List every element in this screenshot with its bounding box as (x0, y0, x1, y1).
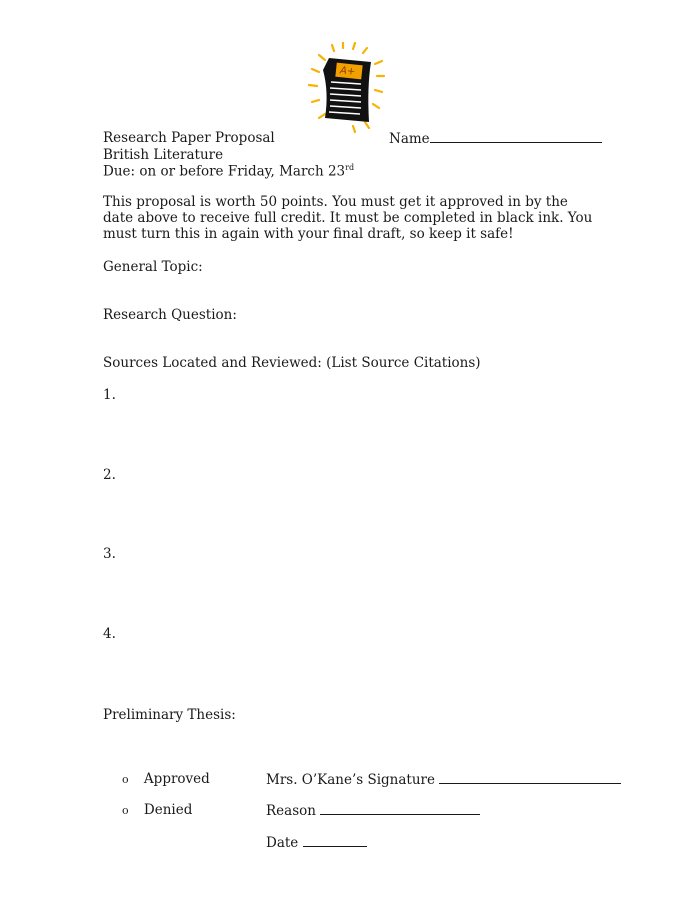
approved-bullet-icon: o (122, 773, 129, 786)
source-item-2: 2. (103, 467, 116, 483)
graded-paper-icon (303, 42, 391, 134)
source-item-4: 4. (103, 626, 116, 642)
date-field[interactable] (266, 834, 367, 851)
reason-field[interactable] (266, 802, 480, 819)
approved-option[interactable] (122, 771, 210, 787)
name-line[interactable] (430, 130, 602, 143)
denied-option[interactable] (122, 802, 192, 818)
graded-paper-art (303, 42, 391, 134)
source-item-3: 3. (103, 546, 116, 562)
preliminary-thesis-label: Preliminary Thesis: (103, 707, 236, 723)
reason-label: Reason (266, 803, 316, 819)
general-topic-label: General Topic: (103, 259, 203, 275)
date-line[interactable] (303, 834, 367, 847)
denied-label: Denied (143, 802, 193, 818)
research-question-label: Research Question: (103, 307, 237, 323)
denied-bullet-icon: o (122, 804, 129, 817)
proposal-title: Research Paper Proposal (103, 130, 275, 146)
date-label: Date (266, 835, 299, 851)
signature-field[interactable] (266, 771, 621, 788)
name-field[interactable] (389, 130, 602, 147)
due-date-suffix: rd (345, 163, 355, 172)
signature-line[interactable] (439, 771, 621, 784)
approved-label: Approved (143, 771, 210, 787)
grade-badge-text: A+ (339, 65, 356, 78)
signature-label: Mrs. O’Kane’s Signature (266, 772, 435, 788)
sources-heading: Sources Located and Reviewed: (List Source Citations) (103, 355, 481, 371)
instructions-paragraph: This proposal is worth 50 points. You must get it approved in by the date above to receive full credit. It must be completed in black ink. You must turn this in again with your final draft, so keep it safe! (103, 194, 593, 242)
name-label: Name (389, 131, 430, 147)
due-date-text: Due: on or before Friday, March 23 (103, 163, 346, 180)
due-date (103, 163, 354, 180)
reason-line[interactable] (320, 802, 480, 815)
source-item-1: 1. (103, 387, 116, 403)
course-name: British Literature (103, 147, 224, 163)
